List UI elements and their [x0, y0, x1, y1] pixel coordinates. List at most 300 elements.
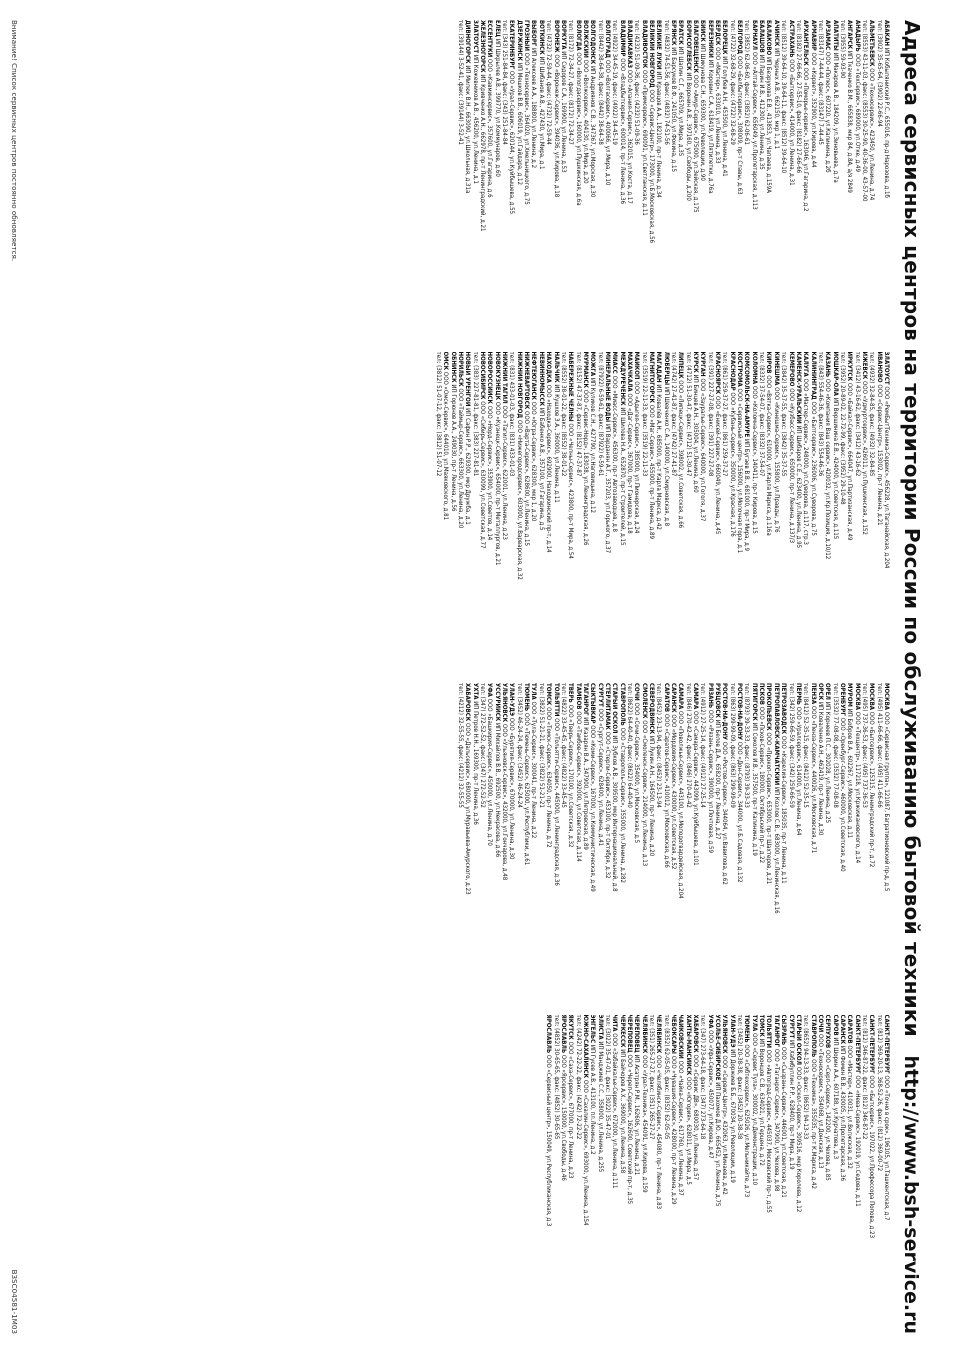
address-entry — [493, 683, 500, 1003]
center-address: ИП Пахомов Д.Ю., 665452, ул.Ленина, д.75 — [714, 1082, 722, 1207]
city-name: ТЮМЕНЬ — [743, 1014, 751, 1043]
address-entry — [795, 20, 802, 340]
address-entry — [523, 20, 530, 340]
center-address: ООО «Сызрань-Сервис», 446001, ул.Советская, д.21 — [780, 1046, 788, 1198]
contact-phones: тел: (8352) 62-05-05, факс: (8352) 62-05-05 — [662, 1014, 670, 1140]
address-entry — [861, 683, 868, 1003]
contact-phones: тел: (3902) 35-65-64, (3902) 22-66-94 — [875, 20, 883, 127]
address-entry — [633, 352, 640, 672]
city-name: ИВАНОВО — [875, 351, 883, 383]
address-entry — [464, 683, 471, 1003]
center-address: ИП Шибаров С.Е., 623400, ул.Ленина, д.95 — [794, 425, 802, 549]
center-address: ИП Шибанов А.В., 427430, ул.Мира, д.1 — [537, 56, 545, 170]
address-entry — [765, 20, 772, 340]
contact-phones: тел: (8553) 43-11-03, факс: (8553) 30-25-90, 40-36-00, 43-57-00 — [860, 20, 868, 202]
center-address: ООО «Мастер», 633010, ул.Ленина, д.33 — [714, 47, 722, 164]
address-entry — [545, 1015, 552, 1335]
city-name: САНКТ-ПЕТЕРБУРГ — [853, 1014, 861, 1074]
center-address: ООО «Сервис-Норд», 183038, ул.Ленинградская, д.26 — [581, 389, 589, 546]
center-address: ИП Ткаченко В.М., 665838, мкр 84, д.8А, а/я 2849 — [846, 50, 854, 193]
address-entry — [795, 352, 802, 672]
center-address: ИП Шикунова С.Н., 659300, ул.Революции, д.90 — [699, 43, 707, 181]
address-entry — [618, 1015, 625, 1335]
center-address: ИП Асатрян Р.М., 162606, ул.Ленина, д.21 — [633, 1054, 641, 1176]
address-entry — [670, 683, 677, 1003]
center-address: ООО «Кавминсервис», 357600, ул.Гагарина, д.6 — [486, 58, 494, 198]
city-name: СТАРЫЙ ОСКОЛ — [794, 1014, 802, 1066]
address-entry — [501, 352, 508, 672]
center-address: ИП Алексеев А.А., 188800, ул.Ленина, д.2 — [530, 47, 538, 169]
city-name: МОСКВА — [868, 683, 876, 711]
center-address: ООО «Тамбов-Сервис», 392000, ул.Советская, д.114 — [574, 711, 582, 862]
city-name: РОСТОВ-НА-ДОНУ — [721, 683, 729, 741]
city-name: ТУЛА — [750, 1014, 758, 1032]
city-name: ОРЕНБУРГ — [838, 683, 846, 716]
contact-phones: тел: (8332) 37-54-07, факс: (8332) 37-54-07 — [758, 351, 766, 477]
center-address: ИП Гусев А.В., 413100, пл.Ленина, д.2 — [589, 1044, 597, 1155]
city-name: КИРОВ — [765, 351, 773, 374]
address-entry — [736, 1015, 743, 1335]
city-name: КУРГАН — [699, 351, 707, 377]
city-name: КАМЕНСК-УРАЛЬСКИЙ — [794, 351, 802, 424]
center-address: ООО «Волгасервис», 400066, ул.Мира, д.10 — [603, 59, 611, 186]
center-address: ООО «Мастер-Сервис», 248000, ул.Суворова, д.117, стр.3 — [802, 378, 810, 545]
center-address: ООО «Варта-Сервис», 628600, ул.Ленина, д.15 — [523, 411, 531, 546]
contact-phones: тел: (87922) 6-59-61, факс: (87922) 6-59-61 — [596, 351, 604, 477]
city-name: САМАРА — [692, 683, 700, 710]
address-entry — [670, 352, 677, 672]
address-entry — [560, 1015, 567, 1335]
address-entry — [508, 683, 515, 1003]
address-entry — [515, 20, 522, 340]
contact-phones: тел: (831) 433-01-03, факс: (831) 433-01-03 — [508, 351, 516, 477]
city-name: ВОЛОГДА — [574, 20, 582, 51]
city-name: РОСТОВ-НА-ДОНУ — [736, 683, 744, 741]
center-address: ООО «Кузнецк-Сервис», 654000, пр-т Металлургов, д.21 — [493, 401, 501, 566]
address-entry — [846, 1015, 853, 1335]
center-address: ООО «Маг-Сервис», 455000, пр-т Ленина, д.89 — [648, 404, 655, 539]
document-header — [900, 20, 940, 1334]
address-entry — [868, 20, 875, 340]
address-entry — [501, 683, 508, 1003]
address-entry — [464, 20, 471, 340]
center-address: ООО «Байкал-Сервис», 664047, ул.Партизанская, д.49 — [846, 382, 854, 541]
center-address: ООО «Техносервис», 423450, ул.Ленина, д.74 — [868, 68, 876, 201]
address-entry — [508, 20, 515, 340]
contact-phones: тел: (863) 299-99-09, факс: (863) 299-99-09 — [728, 683, 736, 808]
city-name: БАРНАУЛ — [750, 20, 758, 51]
city-name: НОВОРОССИЙСК — [486, 351, 494, 404]
center-address: ООО «Сервис ДВ», 680030, ул.Ленина, д.57 — [692, 1054, 700, 1181]
address-entry — [582, 20, 589, 340]
address-entry — [861, 1015, 868, 1335]
address-entry — [817, 683, 824, 1003]
city-name: АНГАРСК — [846, 20, 854, 50]
center-address: ИП Безрукова Е.В., 413853, ул.Чапаева, д.159А — [765, 56, 773, 194]
center-address: ООО «Сервис-Центр», 173000, ул.Б.Московская, д.56 — [648, 89, 655, 244]
address-entry — [662, 352, 669, 672]
address-entry — [640, 1015, 647, 1335]
center-address: ООО «Псков-Сервис», 180000, Октябрьский пр-т, д.22 — [758, 706, 766, 864]
address-entry — [787, 20, 794, 340]
address-entry — [802, 352, 809, 672]
address-entry — [589, 20, 596, 340]
city-name: МОСКВА — [853, 683, 861, 711]
address-entry — [633, 1015, 640, 1335]
city-name: ГРОЗНЫЙ — [523, 20, 531, 51]
center-address: ИП Ковалёв А.Н., 685000, пр-т Карла Маркса, д.42 — [655, 384, 663, 530]
center-address: ООО «Забайкалье-Сервис», 672000, ул.Ленина, д.111 — [611, 1033, 619, 1189]
center-address: ИП Куликов С.Н., 427790, ул.Наговицына, д.12 — [589, 377, 597, 513]
address-entry — [853, 20, 860, 340]
center-address: ИП Белов Д.А., 658200, пр-т Ленина, д.27 — [714, 719, 722, 840]
center-address: ООО «Коми-Сервис», 167000, ул.Коммунистическая, д.49 — [589, 725, 597, 892]
city-name: КАЛУГА — [802, 351, 810, 377]
city-name: СЫЗРАНЬ — [780, 1014, 788, 1046]
contact-phones: тел: (8182) 27-66-66, 27-55-10, факс: (8182) 27-66-66 — [794, 20, 802, 174]
address-entry — [515, 352, 522, 672]
city-name: ТАГАНРОГ — [581, 683, 589, 716]
city-name: ИРКУТСК — [846, 351, 854, 382]
address-entry — [648, 352, 655, 672]
address-entry — [501, 20, 508, 340]
address-entry — [861, 352, 868, 672]
center-address: ООО «Оренбург-Сервис», 460000, ул.Советская, д.40 — [838, 717, 846, 872]
contact-phones: тел: (495) 737-36-53, факс: (495) 737-36-53 — [860, 683, 868, 808]
city-name: КРАСНОДАР — [728, 351, 736, 391]
city-name: ХАБАРОВСК — [692, 1014, 700, 1053]
address-entry — [824, 1015, 831, 1335]
city-name: ОРЕЛ — [824, 683, 832, 700]
city-name: ХАБАРОВСК — [464, 683, 472, 722]
city-name: АНАДЫРЬ — [853, 20, 861, 52]
center-address: ООО «Поморье-сервис», 163046, ул.Гагарина, д.2 — [802, 67, 810, 212]
address-entry — [773, 20, 780, 340]
address-entry — [839, 20, 846, 340]
address-entry — [574, 352, 581, 672]
address-entry — [618, 683, 625, 1003]
center-address: ООО «Вологдасервис», 160000, ул.Пушкинская, д.6а — [574, 52, 582, 206]
city-name: МАГНИТОГОРСК — [648, 351, 655, 403]
city-name: КИНЕШМА — [772, 351, 780, 386]
contact-phones: тел: (4822) 33-45-45, факс: (4822) 33-45-45 — [559, 683, 567, 808]
address-entry — [750, 683, 757, 1003]
center-address: ИП Ларин И.В., 412300, ул.Ленина, д.35 — [758, 54, 766, 170]
address-entry — [802, 683, 809, 1003]
contact-phones: тел: (347) 272-52-52, факс: (347) 272-52-52 — [479, 683, 487, 808]
address-entry — [626, 1015, 633, 1335]
center-address: ООО «Енисей-Сервис», 660049, ул.Ленина, д.45 — [714, 396, 722, 535]
address-entry — [714, 1015, 721, 1335]
center-address: ИП Байчоров А.Х., 369000, ул.Ленина, д.58 — [618, 1049, 626, 1174]
address-entry — [787, 352, 794, 672]
address-entry — [582, 683, 589, 1003]
center-address: ИП Петров Н.Н., 169300, пр-т Ленина, д.36 — [471, 701, 479, 825]
address-entry — [567, 352, 574, 672]
address-entry — [611, 1015, 618, 1335]
center-address: ООО «Таганрог-Сервис», 347900, ул.Чехова, д.98 — [772, 1048, 780, 1192]
address-entry — [706, 1015, 713, 1335]
address-column-3 — [70, 683, 890, 1003]
center-address: ООО «Норд-Сервис», 353900, ул.Советов, д.14 — [486, 405, 494, 541]
address-entry — [883, 1015, 890, 1335]
contact-phones: тел: (4242) 72-22-22, факс: (4242) 72-22-22 — [574, 1014, 582, 1140]
city-name: НОВЫЙ УРЕНГОЙ — [464, 351, 472, 407]
city-name: УФА — [486, 683, 494, 697]
center-address: ООО «Сибирь-Сервис», 630099, ул.Советская, д.77 — [479, 401, 487, 549]
city-name: ПЕТРОЗАВОДСК — [780, 683, 788, 735]
address-entry — [714, 20, 721, 340]
center-address: ООО «Тагил-Сервис», 622001, ул.Ленина, д.23 — [501, 405, 509, 540]
address-entry — [692, 1015, 699, 1335]
address-entry — [684, 683, 691, 1003]
contact-phones: тел: (8793) 39-33-33, факс: (8793) 39-33-33 — [743, 683, 751, 808]
center-address: ООО «Дон-Сервис», 344000, ул.Б.Садовая, д.132 — [736, 741, 744, 883]
contact-phones: тел: (3842) 35-37-55, факс: (3842) 35-37-55 — [780, 351, 788, 477]
address-entry — [750, 1015, 757, 1335]
document-footer — [10, 20, 19, 1334]
address-entry — [538, 683, 545, 1003]
address-entry — [773, 683, 780, 1003]
center-address: ИП Сафин Р.Р., 629300, мкр Дружба, д.1 — [464, 408, 472, 525]
center-address: ООО «Рязань-Сервис», 390000, ул.Почтовая, д.59 — [706, 709, 714, 853]
center-address: ИП Черных А.В., 662150, мкр 1, д.1 — [772, 48, 780, 150]
address-entry — [817, 352, 824, 672]
center-address: ИП Кривченко А.Н., 662978, пр-т Ленинградский, д.21 — [479, 74, 487, 232]
center-address: ООО «Алтай-Сервис», 656049, ул.Пролетарская, д.113 — [750, 51, 758, 210]
city-name: БЕРДСК — [714, 20, 722, 46]
city-name: САРОВ — [831, 1014, 839, 1036]
center-address: ООО «Самара-Сервис», 443099, ул.Куйбышева, д.101 — [692, 710, 700, 866]
center-address: ООО «Сервисный центр», 150049, ул.Республиканская, д.3 — [545, 1054, 553, 1227]
city-name: ОМСК — [442, 351, 450, 371]
city-name: БАЛАКОВО — [765, 20, 773, 56]
center-address: ИП Бугаев В.В., 681000, пр-т Мира, д.9 — [743, 438, 751, 552]
center-address: ООО «Тюмень-Сервис», 625000, ул.Республики, д.61 — [523, 712, 531, 866]
center-address: ИП Кушхов З.А., 360000, ул.Ленина, д.11 — [552, 384, 560, 503]
address-entry — [765, 1015, 772, 1335]
address-entry — [728, 352, 735, 672]
city-name: НАЛЬЧИК — [552, 351, 560, 383]
center-address: ИП Кожевников А.В., 456200, ул.Ленина, д.1 — [471, 54, 479, 184]
center-address: ООО «Алания-Сервис», 362015, ул.Коста, д.17 — [625, 69, 633, 204]
center-address: ООО «Мастер», 410031, ул.Волжская, д.32 — [846, 1045, 854, 1169]
address-entry — [684, 20, 691, 340]
address-entry — [780, 683, 787, 1003]
city-name: ЕКАТЕРИНБУРГ — [508, 20, 516, 70]
city-name: МУРМАНСК — [581, 351, 589, 388]
center-address: ООО «Кинешма-Сервис», 155800, ул.Правды, д.76 — [772, 387, 780, 533]
center-address: ООО «Балтсервис», 236006, ул.Суворова, д.75 — [809, 401, 817, 536]
city-name: НОВОКУЗНЕЦК — [493, 351, 501, 401]
center-address: ООО «Сургут-Сервис», 628400, ул.Ленина, д.41 — [596, 708, 604, 847]
center-address: ООО «Череп-Сервис», 162600, Советский пр-т, д.35 — [625, 1054, 633, 1205]
center-address: ООО «Урал-Сервис», 620144, ул.Куйбышева, д.55 — [508, 70, 516, 215]
address-entry — [883, 352, 890, 672]
address-entry — [596, 1015, 603, 1335]
city-name: БОРИСОГЛЕБСК — [684, 20, 692, 71]
address-entry — [883, 20, 890, 340]
address-entry — [545, 683, 552, 1003]
city-name: ВОРОНЕЖ — [552, 20, 560, 53]
contact-phones: тел: (8622) 64-40-40, факс: (8622) 64-40-40 — [625, 683, 633, 808]
address-entry — [611, 683, 618, 1003]
contact-phones: тел: (342) 259-66-59, факс: (342) 259-66-59 — [787, 683, 795, 808]
address-entry — [589, 352, 596, 672]
address-entry — [545, 352, 552, 672]
city-name: ПЕТРОПАВЛОВСК-КАМЧАТСКИЙ — [772, 683, 780, 786]
contact-phones: тел: (8442) 38-64-38, факс: (8442) 38-64-38 — [596, 20, 604, 145]
city-name: НИЖНИЙ ТАГИЛ — [501, 351, 509, 404]
city-name: СОЧИ — [633, 683, 641, 701]
contact-phones: тел: (3952) 20-89-02, 22-72-99, факс: (3952) 29-10-48 — [838, 351, 846, 505]
address-entry — [626, 683, 633, 1003]
contact-phones: тел: (351) 265-27-27, факс: (351) 265-27-27 — [648, 1014, 655, 1140]
city-name: СУРГУТ — [596, 683, 604, 707]
center-address: ИП Лукин А.Н., 164500, пр-т Ленина, д.20 — [648, 735, 655, 857]
city-name: БЕЛОРЕЦК — [721, 20, 729, 55]
contact-phones: тел: (846) 270-42-42, факс: (846) 270-42-42 — [684, 683, 692, 808]
contact-phones: тел: (3812) 51-07-12, факс: (3812) 51-07-12 — [435, 351, 443, 477]
city-name: ТЮМЕНЬ — [523, 683, 531, 712]
center-address: ООО «Сочи-Сервис», 354000, ул.Московская, д.5 — [633, 702, 641, 844]
address-entry — [677, 683, 684, 1003]
address-entry — [486, 20, 493, 340]
address-entry — [728, 20, 735, 340]
city-name: АРМАВИР — [809, 20, 817, 51]
address-entry — [758, 20, 765, 340]
center-address: ИП Макаров А.В., 184209, ул.Зиновьева, д.7а — [831, 52, 839, 183]
address-entry — [795, 683, 802, 1003]
contact-phones: тел: (3955) 59-93-90 — [838, 20, 846, 79]
address-entry — [773, 1015, 780, 1335]
center-address: ООО «Тула-Сервис», 300041, пр-т Ленина, д.22 — [530, 701, 538, 839]
city-name: ЗЛАТОУСТ — [883, 351, 890, 385]
center-address: ООО «Башкирия-Сервис», 450000, ул.Ленина, д.70 — [486, 698, 494, 846]
center-address: ООО «Поволжье-Сервис», 443100, ул.Молодогвардейская, д.204 — [677, 710, 685, 899]
contact-phones: тел: (812) 346-87-22, факс: (812) 346-87-22 — [860, 1014, 868, 1140]
address-entry — [604, 683, 611, 1003]
address-entry — [567, 683, 574, 1003]
address-entry — [589, 1015, 596, 1335]
center-address: ИП Воронцов С.В., 634021, ул.Герцена, д.72 — [758, 1038, 766, 1166]
address-column-2 — [70, 352, 890, 672]
document-code: B3SC04581-1M03 — [10, 1269, 19, 1334]
document-title: Адреса сервисных центров на территории России по обслуживанию бытовой техники — [900, 20, 924, 1037]
address-entry — [604, 1015, 611, 1335]
city-name: КОМСОМОЛЬСК-НА-АМУРЕ — [743, 351, 751, 438]
address-entry — [787, 683, 794, 1003]
city-name: ЧЕРЕПОВЕЦ — [633, 1014, 641, 1053]
city-name: ЕССЕНТУКИ — [486, 20, 494, 58]
center-address: ООО «Амур-Сервис», 675000, ул.Зейская, д.175 — [692, 74, 700, 213]
city-name: ЧЕЛЯБИНСК — [655, 1014, 663, 1054]
center-address: ООО «Карелия-Сервис», 185035, пр-т Ленина, д.11 — [780, 735, 788, 884]
address-entry — [780, 352, 787, 672]
address-entry — [633, 20, 640, 340]
center-address: ООО «Коломна-Сервис», 140411, пр-т Кирова, д.15 — [750, 385, 758, 534]
address-entry — [846, 352, 853, 672]
city-name: ПЕНЗА — [809, 683, 817, 705]
website-link[interactable]: http://www.bsh-service.ru — [900, 1055, 922, 1334]
city-name: ЧАЙКОВСКИЙ — [677, 1014, 685, 1059]
city-name: ЯРОСЛАВЛЬ — [559, 1014, 567, 1054]
center-address: ООО «Находка-Сервис», 692900, Находкинский пр-т, д.14 — [545, 384, 553, 553]
city-name: КАЗАНЬ — [824, 351, 832, 378]
center-address: ООО «Уфа-Сервис», 450077, ул.Кирова, д.47 — [706, 1030, 714, 1159]
address-entry — [780, 20, 787, 340]
contact-phones: тел: (4932) 32-84-85, факс: (4932) 32-84-85 — [868, 351, 876, 477]
address-entry — [831, 683, 838, 1003]
city-name: ЧЕРКЕССК — [618, 1014, 626, 1048]
city-name: ПРОКОПЬЕВСК — [765, 683, 773, 731]
center-address: ООО «Челябинск-Сервис», 454080, пр-т Ленина, д.83 — [655, 1055, 663, 1210]
center-address: ИП Шевченко С.А., 140000, ул.Смирновская, д.8 — [662, 386, 670, 527]
center-address: ООО «РемБытТехника-Сервис», 456228, ул.Таганайская, д.204 — [883, 386, 890, 569]
contact-phones: тел: (4232) 51-09-36, факс: (4232) 51-09-36 — [633, 20, 641, 145]
center-address: ИП Козлов С.В., 683000, ул.Ленинская, д.16 — [772, 786, 780, 914]
address-entry — [611, 352, 618, 672]
address-entry — [655, 352, 662, 672]
address-entry — [604, 20, 611, 340]
address-entry — [831, 1015, 838, 1335]
address-entry — [721, 1015, 728, 1335]
address-entry — [626, 352, 633, 672]
city-name: ТОМСК — [545, 683, 553, 706]
center-address: ООО «Бытсервис», 197022, ул.Профессора Попова, д.23 — [868, 1075, 876, 1239]
address-entry — [758, 1015, 765, 1335]
city-name: ВОЛГОГРАД — [603, 20, 611, 59]
city-name: ВОТКИНСК — [537, 20, 545, 55]
city-name: МАХАЧКАЛА — [625, 351, 633, 392]
address-entry — [471, 352, 478, 672]
center-address: ООО «Челны-Сервис», 423800, пр-т Мира, д.54 — [567, 423, 575, 559]
address-entry — [560, 352, 567, 672]
center-address: ИП Шапин С.Г., 665709, ул.Мира, д.35 — [677, 46, 685, 157]
address-entry — [486, 683, 493, 1003]
contact-phones: тел: (3852) 62-06-60, факс: (3852) 62-06-61 — [743, 20, 751, 145]
address-entry — [714, 683, 721, 1003]
city-name: МИНЕРАЛЬНЫЕ ВОДЫ — [603, 351, 611, 423]
city-name: УЛАН-УДЭ — [508, 683, 516, 717]
city-name: ЧИТА — [611, 1014, 619, 1032]
city-name: САРАТОВ — [662, 683, 670, 713]
city-name: КОСТРОМА — [736, 351, 744, 387]
address-entry — [875, 20, 882, 340]
center-address: ООО «Ульяновск-Сервис», 432000, ул.Гончарова, д.48 — [501, 723, 509, 881]
address-entry — [560, 683, 567, 1003]
contact-phones: тел: (3452) 46-24-24, факс: (3452) 46-24-24 — [515, 683, 523, 808]
city-name: ВЕЛИКИЕ ЛУКИ — [655, 20, 663, 70]
city-name: МЕЖДУРЕЧЕНСК — [618, 351, 626, 406]
address-entry — [699, 20, 706, 340]
city-name: СТЕРЛИТАМАК — [603, 683, 611, 730]
contact-phones: тел: (3519) 22-11-33, факс: (3519) 22-11-33 — [640, 351, 648, 477]
address-entry — [640, 683, 647, 1003]
city-name: СЕВЕРОДВИНСК — [648, 683, 655, 735]
center-address: ИП Горюнов А.А., 249030, пр-т Ленина, д.56 — [449, 384, 457, 512]
address-entry — [787, 1015, 794, 1335]
city-name: МУРОМ — [846, 683, 854, 707]
address-entry — [552, 683, 559, 1003]
city-name: АЧИНСК — [772, 20, 780, 47]
center-address: ИП Воронин А.В., 397160, ул.Свободы, д.200 — [684, 72, 692, 201]
center-address: ООО «Ярсервис», 150000, ул.Свободы, д.46 — [559, 1054, 567, 1181]
address-entry — [523, 352, 530, 672]
contact-phones: тел: (3452) 20-38-38, факс: (3452) 20-38-38 — [736, 1014, 744, 1140]
address-entry — [699, 1015, 706, 1335]
center-address: ИП Бабенко А.В., 357100, ул.Гагарина, д.5 — [537, 407, 545, 531]
